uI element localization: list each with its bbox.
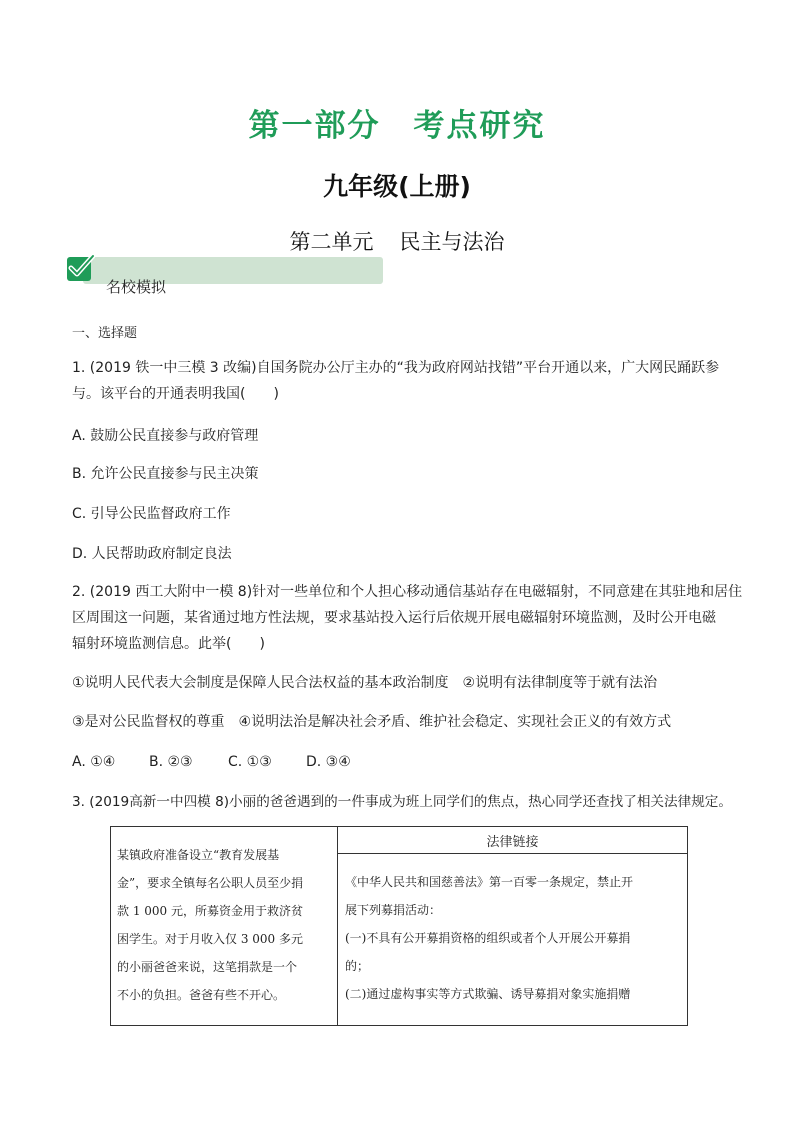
q2-choice-a: A. ①④: [72, 754, 116, 770]
case-line: 不小的负担。爸爸有些不开心。: [117, 988, 286, 1002]
table-case-cell: [117, 841, 331, 1009]
q1-line-1: 1. (2019 铁一中三模 3 改编)自国务院办公厅主办的“我为政府网站找错”平台开通以来，广大网民踊跃参: [72, 360, 720, 376]
unit-name: 民主与法治: [399, 230, 505, 254]
q2-line-3: 辐射环境监测信息。此举( ): [72, 636, 265, 652]
q2-statement-2: ③是对公民监督权的尊重 ④说明法治是解决社会矛盾、维护社会稳定、实现社会正义的有效方式: [72, 714, 672, 730]
law-table: [110, 826, 688, 1026]
banner-label: 名校模拟: [106, 278, 167, 296]
case-line: 困学生。对于月收入仅 3 000 多元: [117, 932, 303, 946]
q1-option-b: B. 允许公民直接参与民主决策: [72, 466, 259, 482]
law-line: (二)通过虚构事实等方式欺骗、诱导募捐对象实施捐赠: [345, 987, 631, 1001]
law-line: 的；: [345, 959, 370, 973]
case-line: 款 1 000 元，所募资金用于救济贫: [117, 904, 303, 918]
table-divider: [337, 827, 338, 1025]
q2-line-2: 区周围这一问题，某省通过地方性法规，要求基站投入运行后依规开展电磁辐射环境监测，及时公开电磁: [72, 610, 716, 626]
law-line: 《中华人民共和国慈善法》第一百零一条规定，禁止开: [345, 875, 634, 889]
case-line: 的小丽爸爸来说，这笔捐款是一个: [117, 960, 298, 974]
q2-statement-1: ①说明人民代表大会制度是保障人民合法权益的基本政治制度 ②说明有法律制度等于就有法治: [72, 675, 658, 691]
q1-line-2: 与。该平台的开通表明我国( ): [72, 386, 279, 402]
q1-option-d: D. 人民帮助政府制定良法: [72, 546, 232, 562]
q2-choice-c: C. ①③: [228, 754, 272, 770]
grade-title: 九年级(上册): [323, 172, 471, 201]
unit-number: 第二单元: [289, 230, 374, 254]
section-title: 一、选择题: [72, 326, 138, 341]
checkmark-icon: [66, 253, 95, 282]
table-law-cell: [345, 868, 681, 1008]
table-header-line: [338, 853, 687, 854]
q1-option-c: C. 引导公民监督政府工作: [72, 506, 231, 522]
q1-option-a: A. 鼓励公民直接参与政府管理: [72, 428, 259, 444]
q2-choice-b: B. ②③: [149, 754, 193, 770]
table-header-law-link: 法律链接: [486, 835, 539, 850]
q2-line-1: 2. (2019 西工大附中一模 8)针对一些单位和个人担心移动通信基站存在电磁辐射，不同意建在其驻地和居住: [72, 584, 743, 600]
q2-choice-d: D. ③④: [306, 754, 351, 770]
case-line: 金”，要求全镇每名公职人员至少捐: [117, 876, 304, 890]
part-title: 第一部分 考点研究: [248, 108, 546, 144]
unit-title: [0, 226, 794, 256]
q3-line-1: 3. (2019高新一中四模 8)小丽的爸爸遇到的一件事成为班上同学们的焦点，热心同学还查找了相关法律规定。: [72, 794, 732, 810]
case-line: 某镇政府准备设立“教育发展基: [117, 848, 280, 862]
law-line: (一)不具有公开募捐资格的组织或者个人开展公开募捐: [345, 931, 631, 945]
law-line: 展下列募捐活动：: [345, 903, 442, 917]
